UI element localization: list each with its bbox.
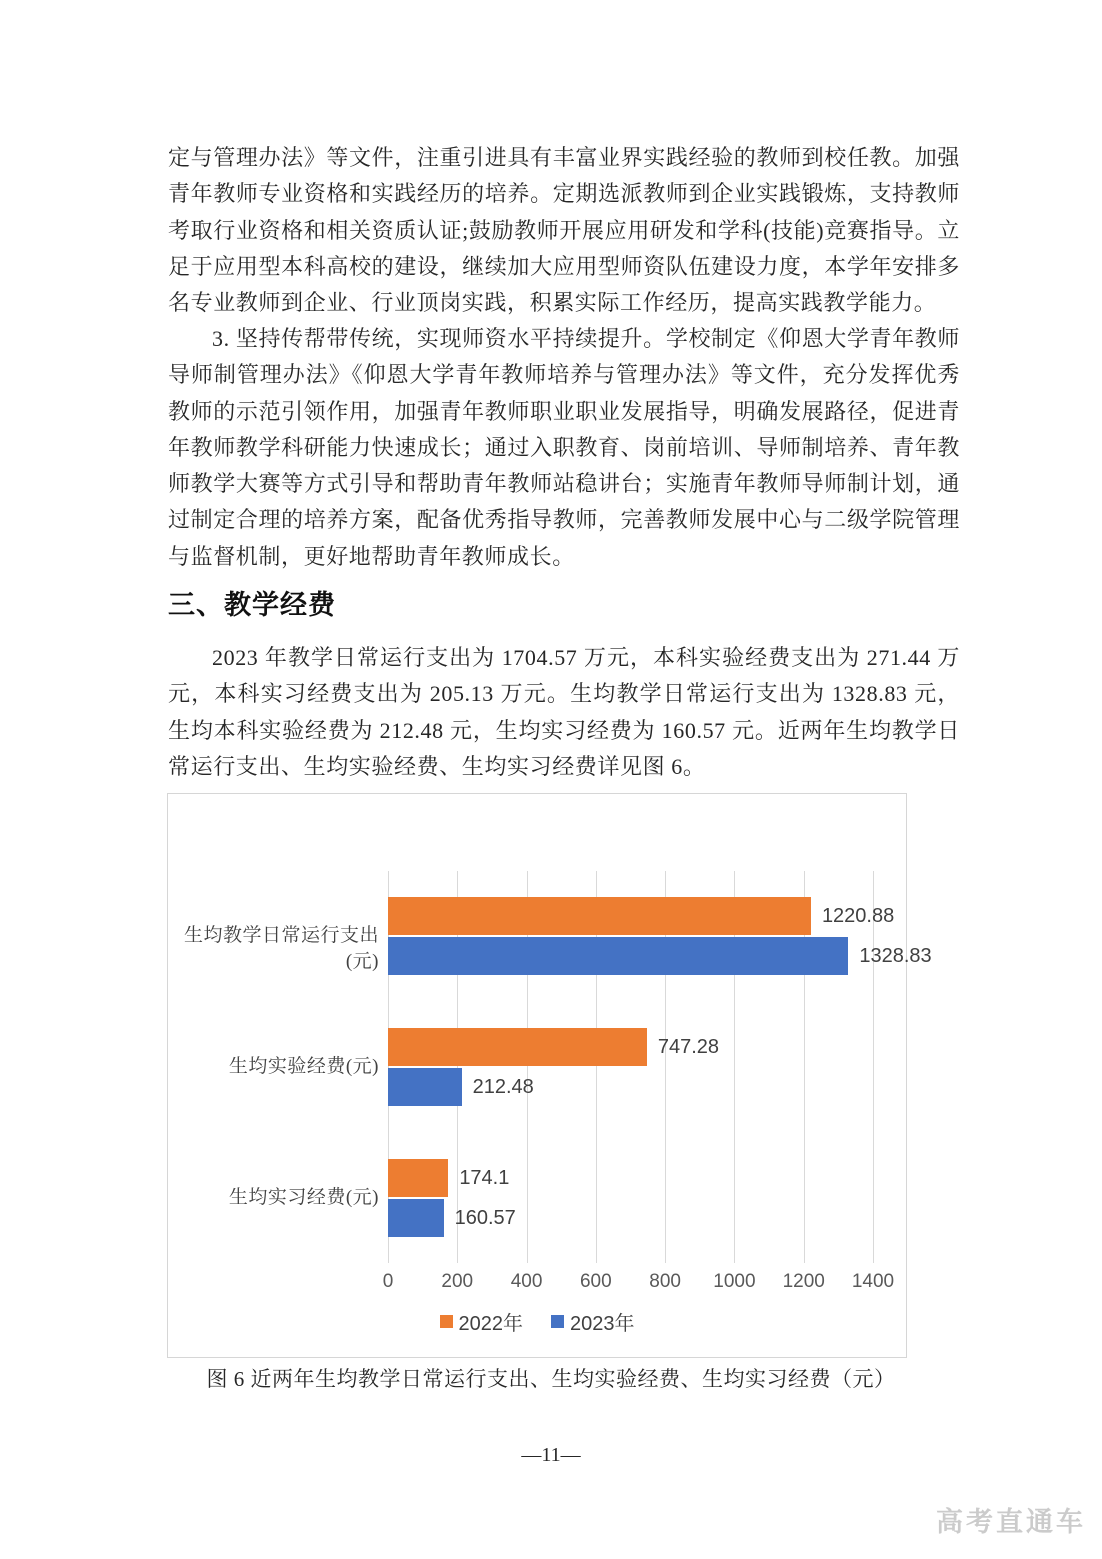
bar-2023年-1 <box>388 1068 462 1106</box>
legend-swatch-icon <box>440 1315 453 1328</box>
paragraph-funding-figures: 2023 年教学日常运行支出为 1704.57 万元，本科实验经费支出为 271.44 万元，本科实习经费支出为 205.13 万元。生均教学日常运行支出为 1328.83 元，生均本科实验经费为 212.48 元，生均实习经费为 160.57 元。近两年生均教学日常运行支出、生均实验经费、生均实习经费详见图 6。 <box>168 645 960 779</box>
value-label-2022年-0: 1220.88 <box>821 905 895 928</box>
category-label-2: 生均实习经费(元) <box>228 1186 379 1208</box>
bar-2023年-0 <box>388 937 848 975</box>
x-tick-label-1200: 1200 <box>782 1271 825 1292</box>
value-label-2023年-1: 212.48 <box>472 1076 534 1098</box>
paragraph-teacher-practice: 定与管理办法》等文件，注重引进具有丰富业界实践经验的教师到校任教。加强青年教师专业资格和实践经历的培养。定期选派教师到企业实践锻炼，支持教师考取行业资格和相关资质认证;鼓励教师开展应用研发和学科(技能)竞赛指导。立足于应用型本科高校的建设，继续加大应用型师资队伍建设力度，本学年安排多名专业教师到企业、行业顶岗实践，积累实际工作经历，提高实践教学能力。 <box>168 145 960 316</box>
figure6-bar-chart <box>167 793 932 1358</box>
value-label-2023年-2: 160.57 <box>454 1206 516 1229</box>
legend-item-2022年 <box>440 1307 524 1336</box>
x-tick-label-400: 400 <box>510 1271 543 1292</box>
x-tick-label-0: 0 <box>382 1271 394 1292</box>
bar-2023年-2 <box>388 1199 444 1237</box>
legend-label: 2022年 <box>458 1313 523 1335</box>
paragraph-mentorship: 3. 坚持传帮带传统，实现师资水平持续提升。学校制定《仰恩大学青年教师导师制管理办法》《仰恩大学青年教师培养与管理办法》等文件，充分发挥优秀教师的示范引领作用，加强青年教师职业职业发展指导，明确发展路径，促进青年教师教学科研能力快速成长；通过入职教育、岗前培训、导师制培养、青年教师教学大赛等方式引导和帮助青年教师站稳讲台；实施青年教师导师制计划，通过制定合理的培养方案，配备优秀指导教师，完善教师发展中心与二级学院管理与监督机制，更好地帮助青年教师成长。 <box>168 326 960 569</box>
legend-item-2023年 <box>551 1307 635 1336</box>
x-tick-label-1400: 1400 <box>851 1271 895 1292</box>
x-tick-label-600: 600 <box>579 1271 612 1292</box>
value-label-2022年-1: 747.28 <box>657 1036 720 1058</box>
page-number: —11— <box>521 1444 581 1466</box>
value-label-2023年-0: 1328.83 <box>859 945 932 968</box>
chart-legend <box>168 1307 906 1336</box>
category-label-1: 生均实验经费(元) <box>228 1056 379 1077</box>
x-tick-label-1000: 1000 <box>713 1271 756 1292</box>
section-heading-teaching-funds: 三、教学经费 <box>168 590 336 620</box>
bar-2022年-2 <box>388 1159 448 1197</box>
watermark-text: 高考直通车 <box>936 1507 1086 1537</box>
x-tick-label-200: 200 <box>441 1271 474 1292</box>
bar-2022年-1 <box>388 1028 647 1066</box>
legend-swatch-icon <box>551 1315 564 1328</box>
value-label-2022年-2: 174.1 <box>459 1166 510 1189</box>
x-tick-label-800: 800 <box>649 1271 681 1292</box>
category-label-0: 生均教学日常运行支出(元) <box>183 925 379 973</box>
legend-label: 2023年 <box>570 1313 635 1335</box>
bar-2022年-0 <box>388 897 811 935</box>
figure6-caption: 图 6 近两年生均教学日常运行支出、生均实验经费、生均实习经费（元） <box>206 1367 896 1391</box>
